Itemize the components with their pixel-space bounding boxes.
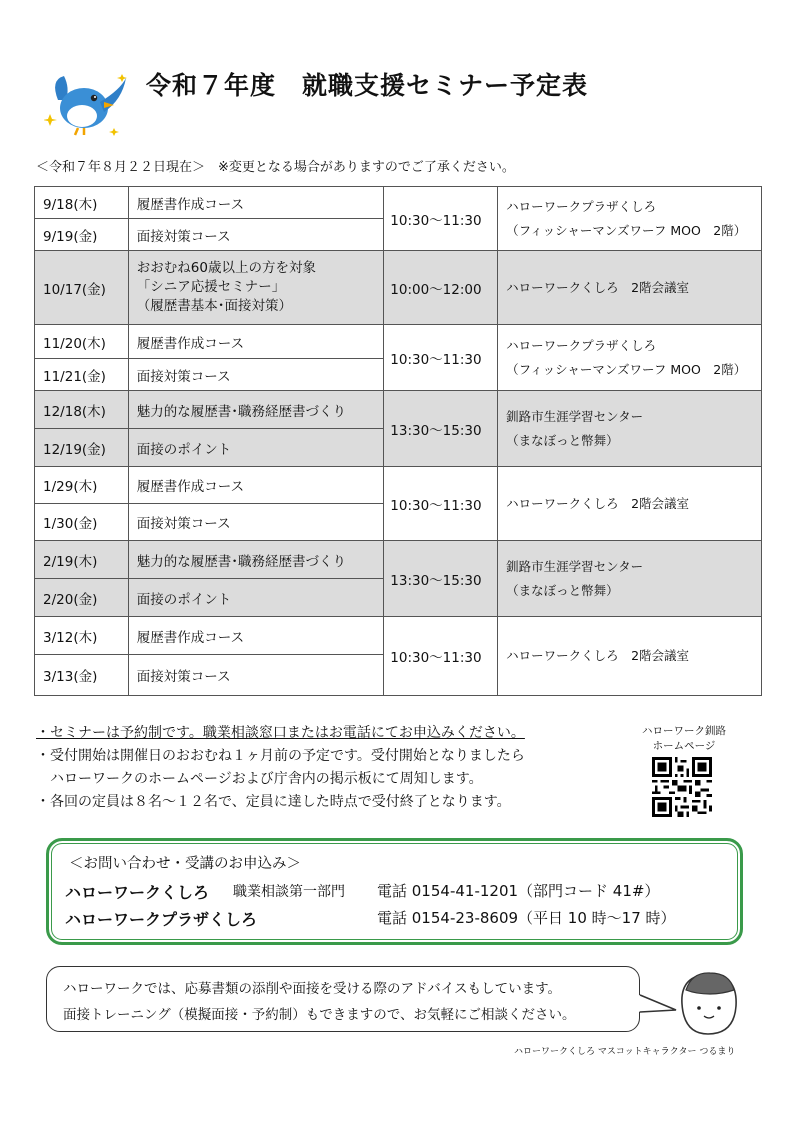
note-capacity: ・各回の定員は８名～１２名で、定員に達した時点で受付終了となります。 bbox=[36, 794, 511, 810]
date-cell: 11/20(木) bbox=[35, 325, 129, 359]
qr-label-line2: ホームページ bbox=[652, 740, 716, 752]
time-cell: 10:00～12:00 bbox=[384, 251, 498, 325]
date-cell: 12/18(木) bbox=[35, 391, 129, 429]
contact-phone[interactable]: 電話 0154-23-8609（平日 10 時～17 時） bbox=[377, 909, 676, 927]
venue-detail: （まなぼっと幣舞） bbox=[506, 432, 619, 448]
time-cell: 10:30～11:30 bbox=[384, 187, 498, 251]
venue-cell: ハローワークくしろ 2階会議室 bbox=[498, 617, 762, 696]
qr-label bbox=[632, 724, 736, 754]
venue-detail: （フィッシャーマンズワーフ MOO 2階） bbox=[506, 361, 747, 377]
contact-org: ハローワークくしろ bbox=[65, 883, 210, 902]
course-title-cell: 面接対策コース bbox=[128, 219, 384, 251]
table-row bbox=[35, 467, 762, 504]
as-of-notice: ＜令和７年８月２２日現在＞ ※変更となる場合がありますのでご了承ください。 bbox=[36, 160, 515, 175]
advice-speech-bubble bbox=[46, 966, 640, 1032]
venue-cell: ハローワークくしろ 2階会議室 bbox=[498, 251, 762, 325]
venue-name: 釧路市生涯学習センター bbox=[506, 408, 644, 424]
table-row bbox=[35, 251, 762, 325]
contact-row-plaza bbox=[65, 907, 676, 930]
contact-row-hellowork bbox=[65, 880, 660, 903]
venue-name: ハローワークプラザくしろ bbox=[506, 337, 657, 353]
course-title-cell: 面接のポイント bbox=[128, 579, 384, 617]
date-cell: 3/13(金) bbox=[35, 655, 129, 696]
date-cell: 2/19(木) bbox=[35, 541, 129, 579]
note-reservation: ・セミナーは予約制です。職業相談窓口またはお電話にてお申込みください。 bbox=[36, 725, 525, 741]
course-title-cell: 魅力的な履歴書･職務経歴書づくり bbox=[128, 391, 384, 429]
qr-code-icon[interactable] bbox=[652, 757, 712, 817]
course-title-cell: 面接対策コース bbox=[128, 655, 384, 696]
venue-name: 釧路市生涯学習センター bbox=[506, 558, 644, 574]
advice-line: 面接トレーニング（模擬面接・予約制）もできますので、お気軽にご相談ください。 bbox=[63, 1007, 576, 1023]
contact-org: ハローワークプラザくしろ bbox=[65, 910, 258, 929]
course-title-cell: 魅力的な履歴書･職務経歴書づくり bbox=[128, 541, 384, 579]
mascot-caption: ハローワークくしろ マスコットキャラクター つるまり bbox=[514, 1047, 736, 1057]
course-title-cell: 履歴書作成コース bbox=[128, 325, 384, 359]
contact-heading: ＜お問い合わせ・受講のお申込み＞ bbox=[69, 856, 301, 872]
date-cell: 9/19(金) bbox=[35, 219, 129, 251]
venue-cell bbox=[498, 187, 762, 251]
notes-list bbox=[36, 722, 525, 814]
venue-name: ハローワークプラザくしろ bbox=[506, 198, 657, 214]
date-cell: 2/20(金) bbox=[35, 579, 129, 617]
contact-phone[interactable]: 電話 0154-41-1201（部門コード 41#） bbox=[377, 882, 660, 900]
table-row bbox=[35, 325, 762, 359]
advice-line: ハローワークでは、応募書類の添削や面接を受ける際のアドバイスもしています。 bbox=[63, 981, 562, 997]
bird-illustration bbox=[44, 70, 130, 140]
venue-detail: （まなぼっと幣舞） bbox=[506, 582, 619, 598]
table-row bbox=[35, 617, 762, 655]
venue-detail: （フィッシャーマンズワーフ MOO 2階） bbox=[506, 222, 747, 238]
mascot-tsurumari-icon bbox=[672, 964, 744, 1040]
table-row bbox=[35, 541, 762, 579]
date-cell: 11/21(金) bbox=[35, 359, 129, 391]
course-target: おおむね60歳以上の方を対象 bbox=[136, 260, 316, 276]
page-title: 令和７年度 就職支援セミナー予定表 bbox=[146, 71, 589, 100]
time-cell: 13:30～15:30 bbox=[384, 391, 498, 467]
venue-cell: ハローワークくしろ 2階会議室 bbox=[498, 467, 762, 541]
course-subtitle: （履歴書基本･面接対策） bbox=[136, 298, 293, 314]
date-cell: 3/12(木) bbox=[35, 617, 129, 655]
course-title-cell: 履歴書作成コース bbox=[128, 467, 384, 504]
time-cell: 10:30～11:30 bbox=[384, 617, 498, 696]
course-title-cell bbox=[128, 251, 384, 325]
course-title-cell: 面接対策コース bbox=[128, 504, 384, 541]
note-reception-announce: ハローワークのホームページおよび庁舎内の掲示板にて周知します。 bbox=[50, 771, 483, 787]
time-cell: 10:30～11:30 bbox=[384, 467, 498, 541]
table-row bbox=[35, 391, 762, 429]
time-cell: 13:30～15:30 bbox=[384, 541, 498, 617]
contact-dept: 職業相談第一部門 bbox=[233, 884, 345, 900]
seminar-schedule-table bbox=[34, 186, 762, 696]
contact-box bbox=[46, 838, 743, 945]
date-cell: 1/29(木) bbox=[35, 467, 129, 504]
venue-cell bbox=[498, 541, 762, 617]
course-title-cell: 履歴書作成コース bbox=[128, 187, 384, 219]
course-name: 「シニア応援セミナー」 bbox=[136, 279, 286, 295]
course-title-cell: 面接のポイント bbox=[128, 429, 384, 467]
course-title-cell: 面接対策コース bbox=[128, 359, 384, 391]
time-cell: 10:30～11:30 bbox=[384, 325, 498, 391]
date-cell: 12/19(金) bbox=[35, 429, 129, 467]
venue-cell bbox=[498, 391, 762, 467]
qr-label-line1: ハローワーク釧路 bbox=[642, 725, 726, 737]
venue-cell bbox=[498, 325, 762, 391]
date-cell: 1/30(金) bbox=[35, 504, 129, 541]
course-title-cell: 履歴書作成コース bbox=[128, 617, 384, 655]
table-row bbox=[35, 187, 762, 219]
note-reception-start: ・受付開始は開催日のおおむね１ヶ月前の予定です。受付開始となりましたら bbox=[36, 748, 525, 764]
date-cell: 9/18(木) bbox=[35, 187, 129, 219]
date-cell: 10/17(金) bbox=[35, 251, 129, 325]
